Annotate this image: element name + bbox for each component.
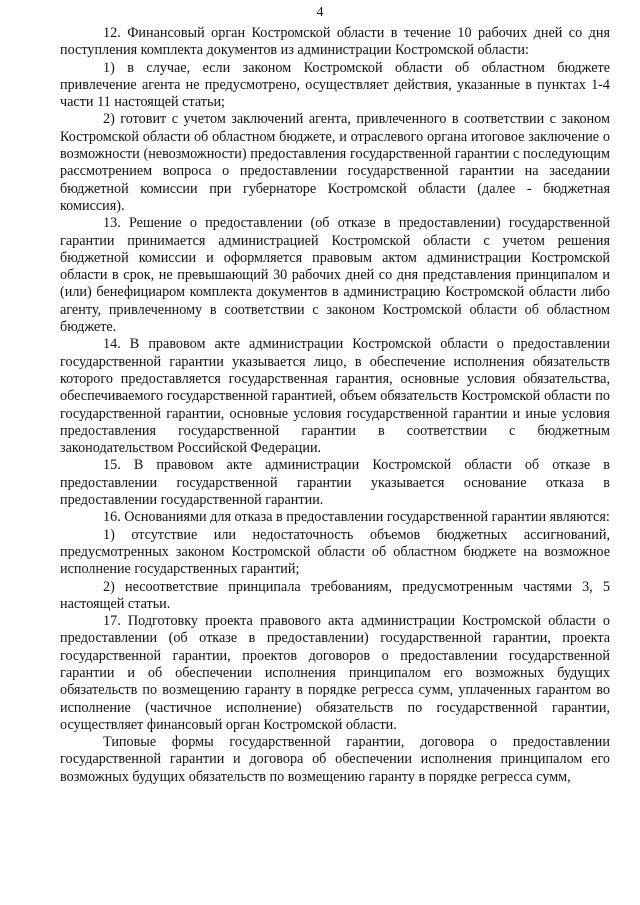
paragraph-14: 14. В правовом акте администрации Костромской области о предоставлении государственной гарантии указывается лицо, в обеспечение исполнения обязательств которого предоставляется государственная гарантия, основные условия обязательства, обеспечиваемого государственной гарантией, объем обязательств Костромской области по государственной гарантии, основные условия государственной гарантии и иные условия предоставления государственной гарантии в соответствии с бюджетным законодательством Российской Федерации. xyxy=(60,336,610,457)
paragraph-16: 16. Основаниями для отказа в предоставлении государственной гарантии являются: xyxy=(103,509,610,526)
paragraph-12-item-2: 2) готовит с учетом заключений агента, привлеченного в соответствии с законом Костромской области об областном бюджете, и отраслевого органа итоговое заключение о возможности (невозможности) предоставления государственной гарантии с последующим рассмотрением вопроса о предоставлении государственной гарантии на заседании бюджетной комиссии при губернаторе Костромской области (далее - бюджетная комиссия). xyxy=(60,111,610,214)
paragraph-17: 17. Подготовку проекта правового акта администрации Костромской области о предоставлении (об отказе в предоставлении) государственной гарантии, проекта государственной гарантии, проектов договоров о предоставлении государственной гарантии и об обеспечении исполнения принципалом его возможных будущих обязательств по возмещению гаранту в порядке регресса сумм, уплаченных гарантом во исполнение (частичное исполнение) обязательств по государственной гарантии, осуществляет финансовый орган Костромской области. xyxy=(60,613,610,733)
paragraph-standard-forms: Типовые формы государственной гарантии, договора о предоставлении государственной гарантии и договора об обеспечении исполнения принципалом его возможных будущих обязательств по возмещению гаранту в порядке регресса сумм, xyxy=(60,734,610,785)
paragraph-12: 12. Финансовый орган Костромской области в течение 10 рабочих дней со дня поступления комплекта документов из администрации Костромской области: xyxy=(60,25,610,59)
paragraph-16-item-2: 2) несоответствие принципала требованиям, предусмотренным частями 3, 5 настоящей статьи. xyxy=(60,578,610,612)
document-body xyxy=(60,25,610,786)
paragraph-12-item-1: 1) в случае, если законом Костромской области об областном бюджете привлечение агента не предусмотрено, осуществляет действия, указанные в пунктах 1-4 части 11 настоящей статьи; xyxy=(60,59,610,111)
paragraph-13: 13. Решение о предоставлении (об отказе в предоставлении) государственной гарантии принимается администрацией Костромской области с учетом решения бюджетной комиссии и оформляется правовым актом администрации Костромской области в срок, не превышающий 30 рабочих дней со дня представления принципалом и (или) бенефициаром комплекта документов в администрацию Костромской области либо агенту, привлеченному в соответствии с законом Костромской области об областном бюджете. xyxy=(60,215,610,336)
paragraph-16-item-1: 1) отсутствие или недостаточность объемов бюджетных ассигнований, предусмотренных законом Костромской области об областном бюджете на возможное исполнение государственных гарантий; xyxy=(60,526,610,578)
paragraph-15: 15. В правовом акте администрации Костромской области об отказе в предоставлении государственной гарантии указывается основание отказа в предоставлении государственной гарантии. xyxy=(60,457,610,509)
page-number: 4 xyxy=(316,5,324,20)
